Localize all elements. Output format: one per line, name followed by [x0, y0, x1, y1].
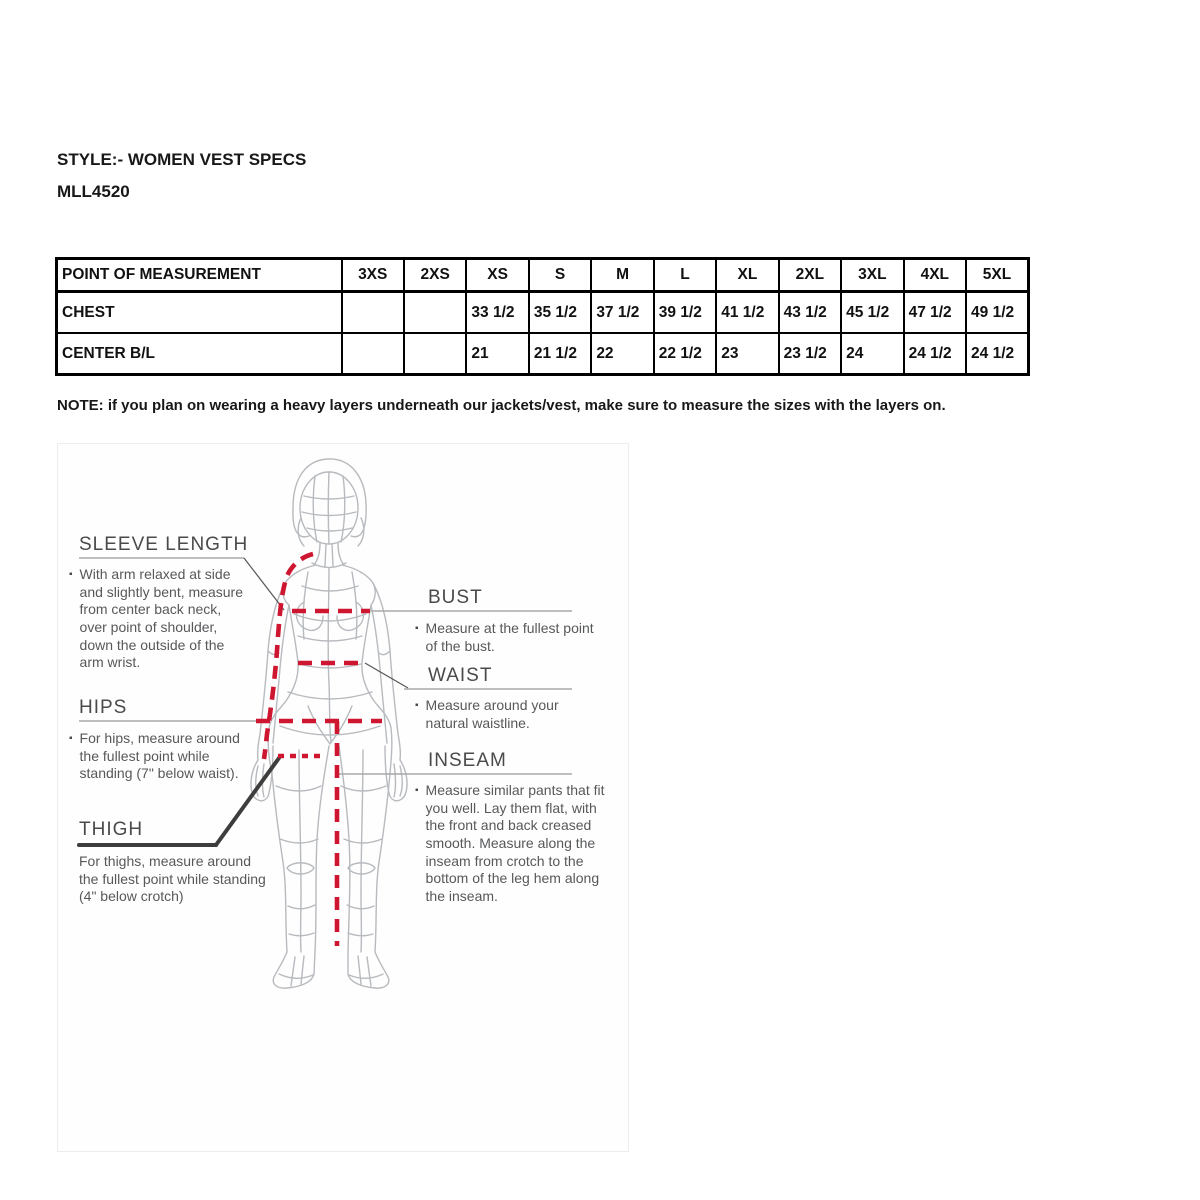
table-row-center-bl	[57, 333, 1029, 375]
hips-title: HIPS	[79, 697, 128, 718]
column-header-size: XL	[716, 259, 778, 292]
table-cell: 21 1/2	[529, 333, 591, 375]
inseam-description	[415, 782, 605, 905]
table-cell: 21	[466, 333, 528, 375]
column-header-size: 2XS	[404, 259, 466, 292]
table-cell: 22	[591, 333, 653, 375]
table-cell: 24	[841, 333, 903, 375]
inseam-text: Measure similar pants that fit you well. Lay them flat, with the front and back creased smooth. Measure along the inseam from crotch to the bottom of the leg hem along the inseam.	[425, 782, 605, 904]
column-header-size: 5XL	[966, 259, 1028, 292]
note-text: NOTE: if you plan on wearing a heavy layers underneath our jackets/vest, make sure to measure the sizes with the layers on.	[57, 397, 946, 414]
column-header-point-of-measurement: POINT OF MEASUREMENT	[57, 259, 342, 292]
table-cell: 41 1/2	[716, 292, 778, 334]
table-cell	[404, 333, 466, 375]
column-header-size: 3XL	[841, 259, 903, 292]
measurement-diagram	[57, 443, 629, 1152]
waist-pointer-line	[365, 663, 408, 688]
hips-text: For hips, measure around the fullest point while standing (7" below waist).	[79, 730, 240, 782]
table-cell: 45 1/2	[841, 292, 903, 334]
table-cell: 22 1/2	[654, 333, 716, 375]
thigh-description	[79, 853, 274, 906]
bullet-icon: ▪	[415, 700, 419, 711]
column-header-size: 3XS	[342, 259, 404, 292]
row-label: CHEST	[57, 292, 342, 334]
bust-title: BUST	[428, 587, 483, 608]
page-title: STYLE:- WOMEN VEST SPECS	[57, 150, 307, 169]
sleeve-length-text: With arm relaxed at side and slightly bent, measure from center back neck, over point of shoulder, down the outside of the arm wrist.	[79, 566, 243, 671]
column-header-size: 4XL	[904, 259, 966, 292]
table-cell: 37 1/2	[591, 292, 653, 334]
bullet-icon: ▪	[69, 569, 73, 580]
waist-title: WAIST	[428, 665, 493, 686]
table-cell: 35 1/2	[529, 292, 591, 334]
sleeve-length-title: SLEEVE LENGTH	[79, 534, 249, 555]
table-cell: 49 1/2	[966, 292, 1028, 334]
column-header-size: M	[591, 259, 653, 292]
table-cell	[342, 292, 404, 334]
thigh-text: For thighs, measure around the fullest point while standing (4" below crotch)	[79, 853, 266, 905]
table-row-chest	[57, 292, 1029, 334]
bullet-icon: ▪	[69, 733, 73, 744]
waist-description	[415, 697, 600, 732]
row-label: CENTER B/L	[57, 333, 342, 375]
table-cell: 43 1/2	[779, 292, 841, 334]
bust-text: Measure at the fullest point of the bust.	[425, 620, 594, 654]
table-header-row	[57, 259, 1029, 292]
thigh-title: THIGH	[79, 819, 144, 840]
style-code: MLL4520	[57, 182, 130, 201]
column-header-size: L	[654, 259, 716, 292]
bullet-icon: ▪	[415, 623, 419, 634]
waist-text: Measure around your natural waistline.	[425, 697, 559, 731]
column-header-size: XS	[466, 259, 528, 292]
sleeve-length-description	[69, 566, 249, 672]
size-spec-table	[55, 257, 1030, 376]
table-cell: 23	[716, 333, 778, 375]
table-cell: 39 1/2	[654, 292, 716, 334]
table-cell	[404, 292, 466, 334]
table-cell: 24 1/2	[904, 333, 966, 375]
table-cell: 24 1/2	[966, 333, 1028, 375]
hips-description	[69, 730, 261, 783]
inseam-title: INSEAM	[428, 750, 507, 771]
table-cell: 47 1/2	[904, 292, 966, 334]
column-header-size: S	[529, 259, 591, 292]
table-cell: 23 1/2	[779, 333, 841, 375]
bust-description	[415, 620, 600, 655]
column-header-size: 2XL	[779, 259, 841, 292]
figure-wireframe	[251, 459, 407, 988]
table-cell	[342, 333, 404, 375]
bullet-icon: ▪	[415, 785, 419, 796]
table-cell: 33 1/2	[466, 292, 528, 334]
sleeve-length-pointer-line	[244, 558, 284, 610]
